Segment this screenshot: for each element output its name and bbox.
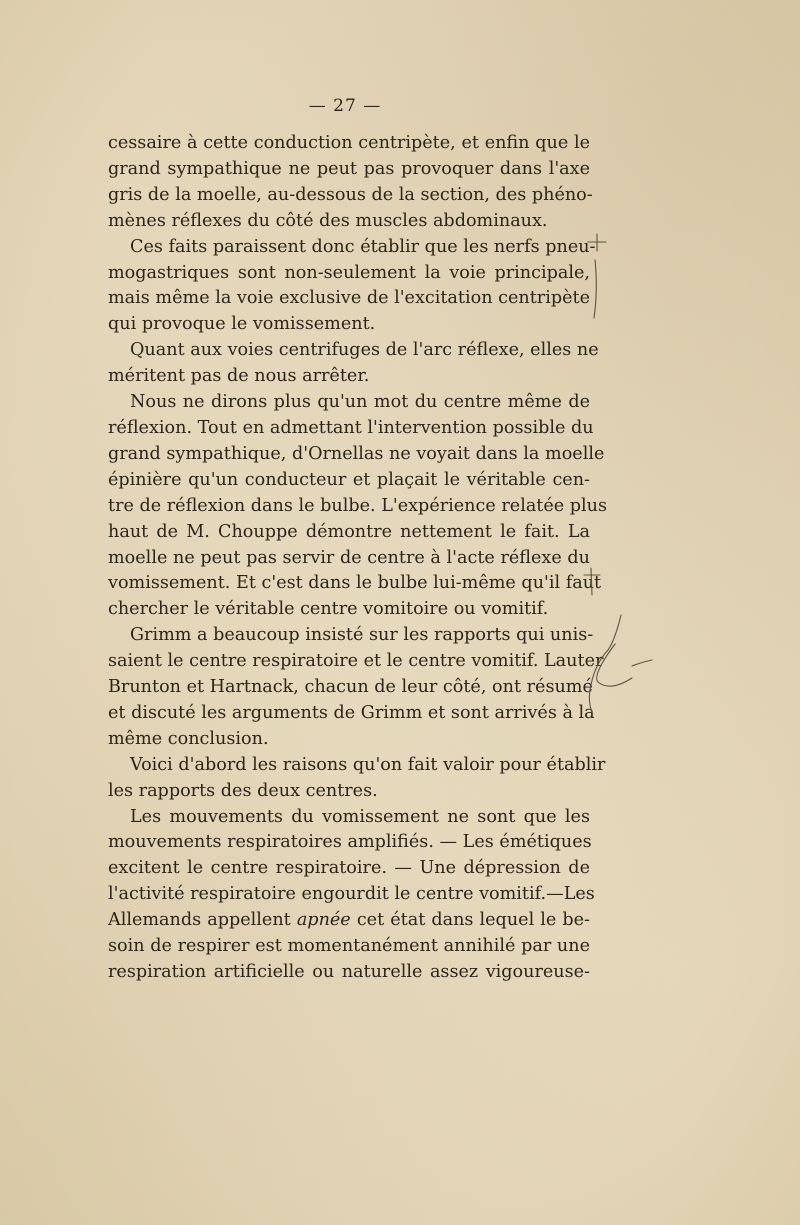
text-line-wrap	[108, 623, 594, 649]
italic-term: apnée	[296, 910, 351, 931]
text-line-wrap	[108, 805, 590, 831]
text-line: chercher le véritable centre vomitoire ou vomitif.	[108, 599, 549, 620]
text-line: grand sympathique ne peut pas provoquer dans l'axe	[108, 158, 590, 179]
text-line: méritent pas de nous arrêter.	[108, 366, 370, 387]
text-line: Voici d'abord les raisons qu'on fait valoir pour établir	[130, 754, 606, 775]
text-line: mouvements respiratoires amplifiés. — Les émétiques	[108, 832, 592, 853]
text-line-wrap	[108, 753, 606, 779]
text-line: mais même la voie exclusive de l'excitation centripète	[108, 288, 590, 309]
paragraph-3	[108, 338, 599, 390]
text-line: réflexion. Tout en admettant l'intervention possible du	[108, 417, 594, 438]
text-line: Grimm a beaucoup insisté sur les rapports qui unis-	[130, 625, 594, 646]
page-number: — 27 —	[308, 96, 382, 116]
text-line: vomissement. Et c'est dans le bulbe lui-même qu'il faut	[108, 573, 602, 594]
text-line: mogastriques sont non-seulement la voie principale,	[108, 262, 590, 283]
text-line: les rapports des deux centres.	[108, 780, 378, 801]
text-line: l'activité respiratoire engourdit le centre vomitif.—Les	[108, 884, 595, 905]
text-line: Brunton et Hartnack, chacun de leur côté, ont résumé	[108, 677, 593, 698]
text-line: cessaire à cette conduction centripète, et enfin que le	[108, 133, 590, 153]
text-line: soin de respirer est momentanément annihilé par une	[108, 936, 590, 957]
text-line: Allemands appellent	[108, 910, 291, 931]
paragraph-1	[108, 131, 593, 235]
text-line-wrap	[108, 908, 590, 934]
text-line: même conclusion.	[108, 728, 269, 749]
paragraph-2	[108, 235, 596, 339]
body-text	[108, 131, 608, 986]
paragraph-4	[108, 390, 608, 623]
text-line: cet état dans lequel le be-	[356, 910, 590, 931]
text-line: moelle ne peut pas servir de centre à l'acte réflexe du	[108, 547, 590, 568]
text-line: Les mouvements du vomissement ne sont que les	[130, 806, 590, 827]
text-line: et discuté les arguments de Grimm et sont arrivés à la	[108, 702, 595, 723]
text-line: haut de M. Chouppe démontre nettement le fait. La	[108, 521, 590, 542]
text-line: Nous ne dirons plus qu'un mot du centre même de	[130, 392, 590, 413]
paragraph-5	[108, 623, 604, 753]
text-line: tre de réflexion dans le bulbe. L'expérience relatée plus	[108, 495, 608, 516]
text-line: grand sympathique, d'Ornellas ne voyait dans la moelle	[108, 443, 605, 464]
paragraph-6	[108, 753, 606, 805]
text-line: saient le centre respiratoire et le centre vomitif. Lauter	[108, 651, 604, 672]
text-line-wrap	[108, 338, 599, 364]
paragraph-7	[108, 805, 595, 986]
text-line: respiration artificielle ou naturelle assez vigoureuse-	[108, 962, 590, 982]
text-line: Quant aux voies centrifuges de l'arc réflexe, elles ne	[130, 340, 599, 361]
text-line-wrap	[108, 235, 596, 261]
text-line: Ces faits paraissent donc établir que les nerfs pneu-	[130, 236, 596, 257]
text-line: qui provoque le vomissement.	[108, 314, 376, 335]
text-line: mènes réflexes du côté des muscles abdominaux.	[108, 210, 548, 231]
text-line-wrap	[108, 390, 590, 416]
text-line: épinière qu'un conducteur et plaçait le véritable cen-	[108, 469, 590, 490]
text-line: excitent le centre respiratoire. — Une dépression de	[108, 858, 590, 879]
text-line: gris de la moelle, au-dessous de la section, des phéno-	[108, 184, 593, 205]
